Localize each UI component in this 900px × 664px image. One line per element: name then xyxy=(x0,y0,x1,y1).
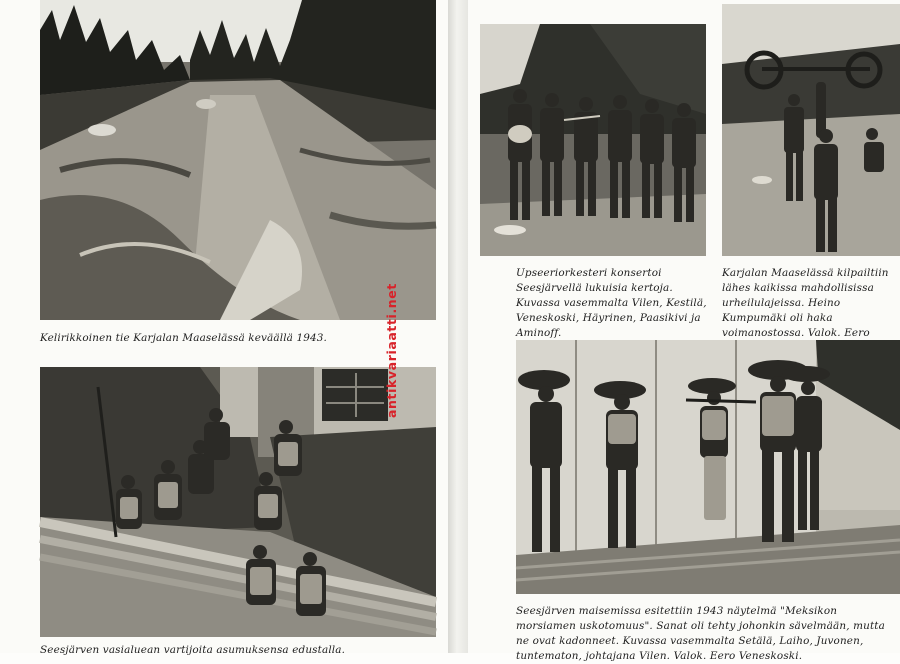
photo-theatre-play xyxy=(516,340,900,594)
caption-orchestra: Upseeriorkesteri konsertoi Seesjärvellä lukuisia kertoja. Kuvassa vasemmalta Vilen, Kestilä, Veneskoski, Häyrinen, Paasikivi ja Aminoff. xyxy=(516,267,707,339)
left-page xyxy=(0,0,448,656)
photo-muddy-road xyxy=(40,0,436,320)
photo-guards xyxy=(40,367,436,637)
caption-sports: Karjalan Maaselässä kilpailtiin lähes kaikissa mahdollisissa urheilulajeissa. Heino Kumpumäki oli haka voimanostossa. Valok. Eero xyxy=(722,267,889,339)
caption-muddy-road: Kelirikkoinen tie Karjalan Maaselässä keväällä 1943. xyxy=(40,332,327,344)
right-page xyxy=(468,0,900,662)
photo-weightlifting xyxy=(722,4,900,256)
caption-play: Seesjärven maisemissa esitettiin 1943 näytelmä "Meksikon morsiamen uskotomuus". Sanat oli tehty johonkin sävelmään, mutta ne ovat kadonneet. Kuvassa vasemmalta Setälä, Laiho, Juvonen, tuntematon, johtajana Vilen. Valok. Eero Veneskoski. xyxy=(516,605,885,662)
watermark: antikvariaatti.net xyxy=(384,283,399,418)
caption-guards: Seesjärven vasialuean vartijoita asumuksensa edustalla. xyxy=(40,644,346,656)
book-gutter xyxy=(448,0,468,653)
photo-officers-orchestra xyxy=(480,24,706,256)
